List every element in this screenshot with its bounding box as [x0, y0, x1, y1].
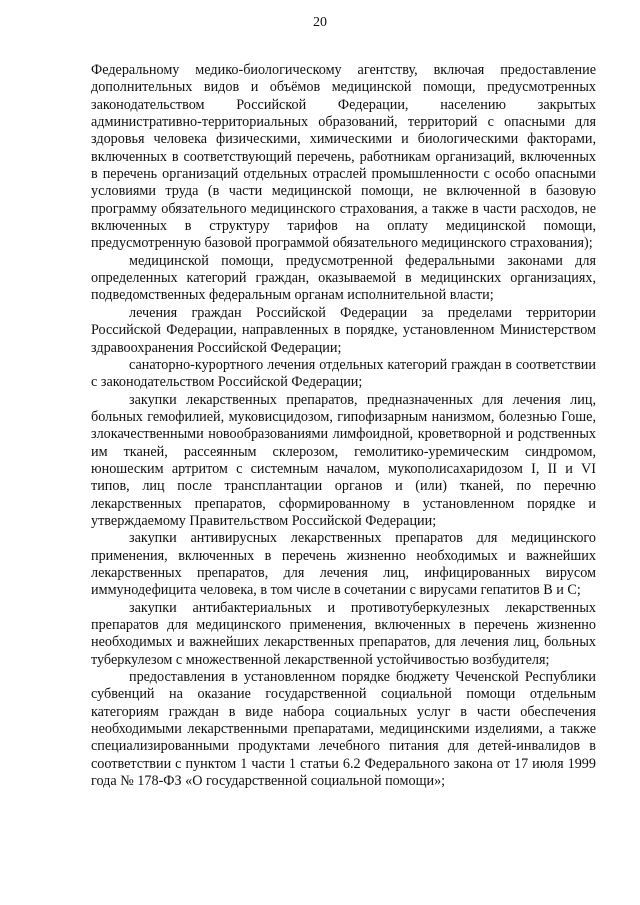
paragraph-drug-procurement: закупки лекарственных препаратов, предназначенных для лечения лиц, больных гемофилией, муковисцидозом, гипофизарным нанизмом, болезнью Гоше, злокачественными новообразованиями лимфоидной, кроветворной и родственных им тканей, рассеянным склерозом, гемолитико-уремическим синдромом, юношеским артритом с системным началом, мукополисахаридозом I, II и VI типов, лиц после трансплантации органов и (или) тканей, по перечню лекарственных препаратов, сформированному в установленном порядке и утверждаемому Правительством Российской Федерации;: [91, 391, 596, 529]
paragraph-chechen-subventions: предоставления в установленном порядке бюджету Чеченской Республики субвенций на оказание государственной социальной помощи отдельным категориям граждан в виде набора социальных услуг в части обеспечения необходимыми лекарственными препаратами, медицинскими изделиями, а также специализированными продуктами лечебного питания для детей-инвалидов в соответствии с пунктом 1 части 1 статьи 6.2 Федерального закона от 17 июля 1999 года № 178-ФЗ «О государственной социальной помощи»;: [91, 669, 596, 790]
paragraph-sanatorium-treatment: санаторно-курортного лечения отдельных категорий граждан в соответствии с законодательством Российской Федерации;: [91, 356, 596, 391]
page-number: 20: [313, 15, 327, 30]
document-body: [91, 62, 596, 790]
paragraph-antibacterial-procurement: закупки антибактериальных и противотуберкулезных лекарственных препаратов для медицинского применения, включенных в перечень жизненно необходимых и важнейших лекарственных препаратов, для лечения лиц, больных туберкулезом с множественной лекарственной устойчивостью возбудителя;: [91, 599, 596, 668]
paragraph-federal-laws-care: медицинской помощи, предусмотренной федеральными законами для определенных категорий граждан, оказываемой в медицинских организациях, подведомственных федеральным органам исполнительной власти;: [91, 252, 596, 304]
paragraph-antiviral-procurement: закупки антивирусных лекарственных препаратов для медицинского применения, включенных в перечень жизненно необходимых и важнейших лекарственных препаратов, для лечения лиц, инфицированных вирусом иммунодефицита человека, в том числе в сочетании с вирусами гепатитов B и C;: [91, 530, 596, 599]
paragraph-treatment-abroad: лечения граждан Российской Федерации за пределами территории Российской Федерации, направленных в порядке, установленном Министерством здравоохранения Российской Федерации;: [91, 304, 596, 356]
paragraph-federal-agency: Федеральному медико-биологическому агентству, включая предоставление дополнительных видов и объёмов медицинской помощи, предусмотренных законодательством Российской Федерации, населению закрытых административно-территориальных образований, территорий с опасными для здоровья человека физическими, химическими и биологическими факторами, включенных в соответствующий перечень, работникам организаций, включенных в перечень организаций отдельных отраслей промышленности с особо опасными условиями труда (в части медицинской помощи, не включенной в базовую программу обязательного медицинского страхования, а также в части расходов, не включенных в структуру тарифов на оплату медицинской помощи, предусмотренную базовой программой обязательного медицинского страхования);: [91, 62, 596, 252]
